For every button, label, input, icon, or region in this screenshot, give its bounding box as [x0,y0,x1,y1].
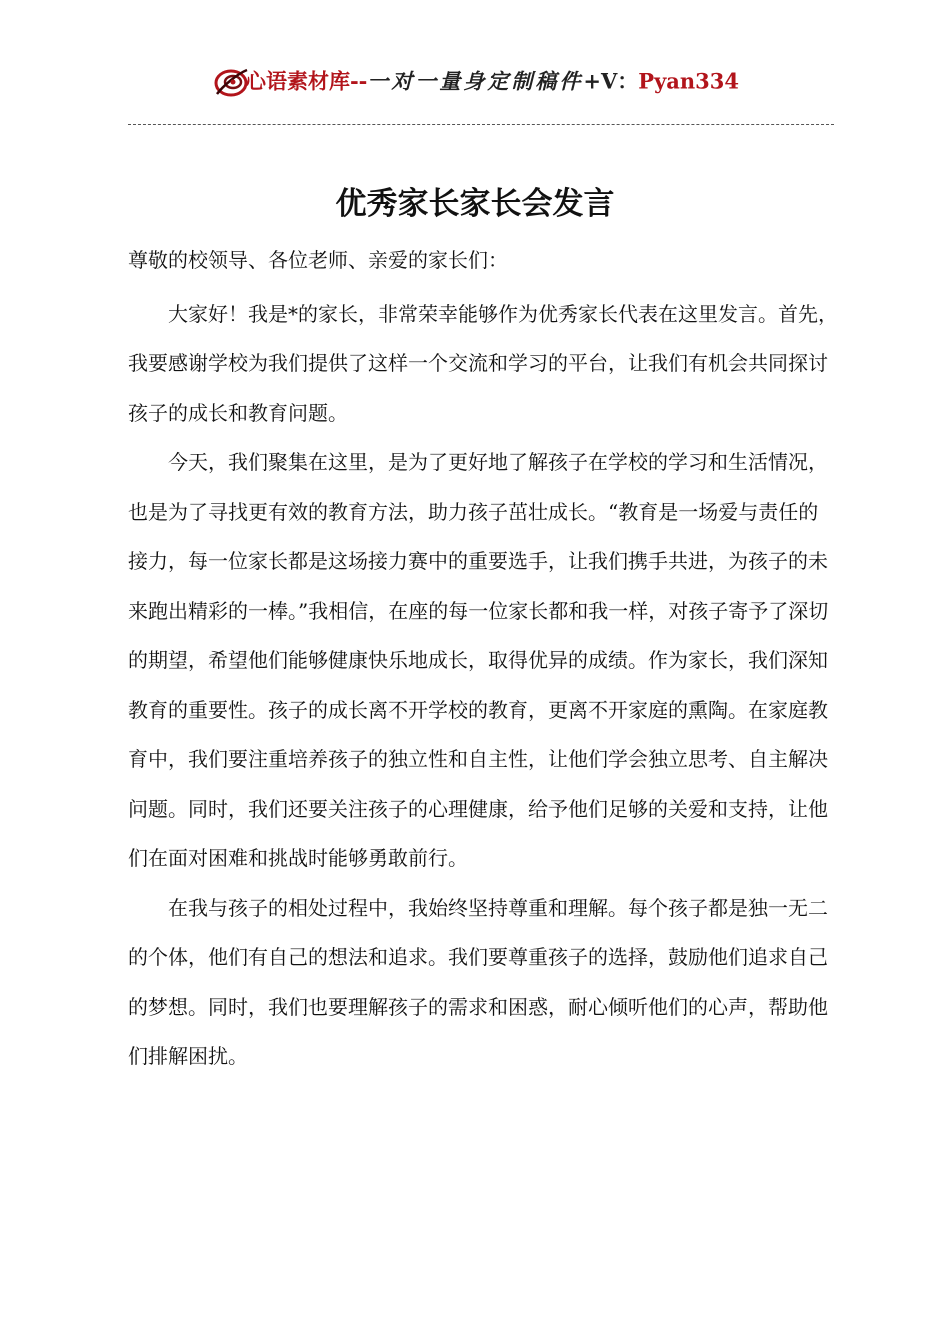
contact-id: Pyan334 [638,68,740,94]
brand-name: 心语素材库 [244,68,350,94]
document-body [128,236,838,1082]
paragraph-3: 在我与孩子的相处过程中，我始终坚持尊重和理解。每个孩子都是独一无二的个体，他们有自己的想法和追求。我们要尊重孩子的选择，鼓励他们追求自己的梦想。同时，我们也要理解孩子的需求和困惑，耐心倾听他们的心声，帮助他们排解困扰。 [128,895,828,1068]
page-header [0,62,950,100]
salutation: 尊敬的校领导、各位老师、亲爱的家长们： [128,248,508,272]
header-divider [128,124,834,125]
header-slogan: 一对一量身定制稿件 [367,68,584,94]
paragraph-2: 今天，我们聚集在这里，是为了更好地了解孩子在学校的学习和生活情况，也是为了寻找更有效的教育方法，助力孩子茁壮成长。“教育是一场爱与责任的接力，每一位家长都是这场接力赛中的重要选手，让我们携手共进，为孩子的未来跑出精彩的一棒。”我相信，在座的每一位家长都和我一样，对孩子寄予了深切的期望，希望他们能够健康快乐地成长，取得优异的成绩。作为家长，我们深知教育的重要性。孩子的成长离不开学校的教育，更离不开家庭的熏陶。在家庭教育中，我们要注重培养孩子的独立性和自主性，让他们学会独立思考、自主解决问题。同时，我们还要关注孩子的心理健康，给予他们足够的关爱和支持，让他们在面对困难和挑战时能够勇敢前行。 [128,450,829,870]
header-separator: -- [349,68,368,94]
paragraph-1: 大家好！我是*的家长，非常荣幸能够作为优秀家长代表在这里发言。首先，我要感谢学校为我们提供了这样一个交流和学习的平台，让我们有机会共同探讨孩子的成长和教育问题。 [128,301,838,425]
contact-label: +V： [583,68,639,94]
document-title: 优秀家长家长会发言 [335,186,615,222]
